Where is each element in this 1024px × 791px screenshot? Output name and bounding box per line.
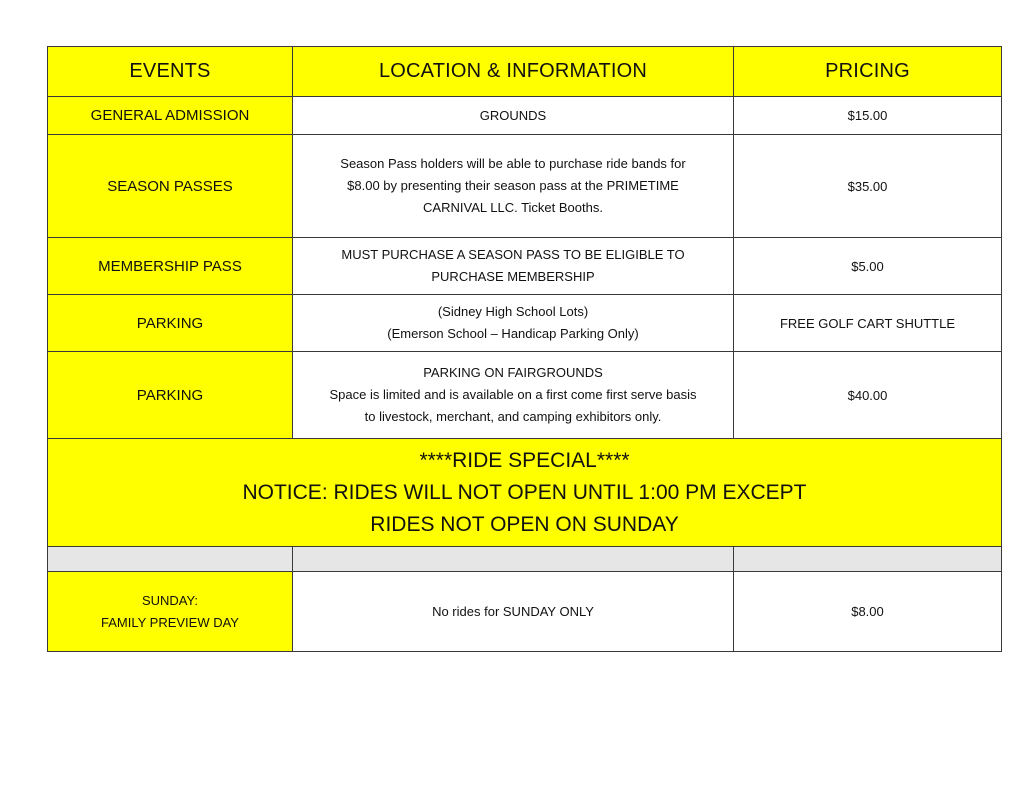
spacer-cell [734, 547, 1002, 572]
event-cell [48, 572, 293, 652]
ride-special-sunday: RIDES NOT OPEN ON SUNDAY [370, 512, 679, 536]
event-line: FAMILY PREVIEW DAY [101, 614, 239, 630]
info-line: PARKING ON FAIRGROUNDS [423, 365, 603, 380]
price-cell: $40.00 [734, 352, 1002, 439]
event-cell: SEASON PASSES [48, 135, 293, 238]
price-cell: FREE GOLF CART SHUTTLE [734, 295, 1002, 352]
info-line: PURCHASE MEMBERSHIP [431, 269, 595, 284]
ride-special-row [48, 439, 1002, 547]
info-cell [293, 238, 734, 295]
info-cell [293, 295, 734, 352]
event-cell: MEMBERSHIP PASS [48, 238, 293, 295]
info-line: MUST PURCHASE A SEASON PASS TO BE ELIGIBLE TO [341, 247, 685, 262]
spacer-cell [293, 547, 734, 572]
price-cell: $15.00 [734, 97, 1002, 135]
event-line: SUNDAY: [141, 592, 199, 608]
event-cell: GENERAL ADMISSION [48, 97, 293, 135]
ride-special-banner [48, 439, 1002, 547]
event-cell: PARKING [48, 295, 293, 352]
table-row [48, 572, 1002, 652]
info-cell [293, 135, 734, 238]
location-header: LOCATION & INFORMATION [293, 47, 734, 97]
event-cell: PARKING [48, 352, 293, 439]
info-line: $8.00 by presenting their season pass at the PRIMETIME [347, 178, 679, 193]
price-cell: $8.00 [734, 572, 1002, 652]
info-line: GROUNDS [479, 107, 547, 123]
info-line: (Emerson School – Handicap Parking Only) [387, 326, 639, 341]
ride-special-title: ****RIDE SPECIAL**** [419, 448, 630, 472]
info-cell [293, 97, 734, 135]
info-line: Season Pass holders will be able to purchase ride bands for [340, 156, 686, 171]
table-row [48, 238, 1002, 295]
spacer-row [48, 547, 1002, 572]
info-line: Space is limited and is available on a first come first serve basis [329, 387, 697, 402]
events-header: EVENTS [48, 47, 293, 97]
table-row [48, 352, 1002, 439]
table-row [48, 295, 1002, 352]
info-line: CARNIVAL LLC. Ticket Booths. [423, 200, 603, 215]
price-cell: $35.00 [734, 135, 1002, 238]
info-cell: No rides for SUNDAY ONLY [293, 572, 734, 652]
price-cell: $5.00 [734, 238, 1002, 295]
info-line: (Sidney High School Lots) [437, 304, 589, 319]
info-cell [293, 352, 734, 439]
table-row [48, 135, 1002, 238]
table-row [48, 97, 1002, 135]
info-line: to livestock, merchant, and camping exhibitors only. [364, 409, 662, 424]
spacer-cell [48, 547, 293, 572]
header-row [48, 47, 1002, 97]
pricing-header: PRICING [734, 47, 1002, 97]
ride-special-notice: NOTICE: RIDES WILL NOT OPEN UNTIL 1:00 PM EXCEPT [242, 480, 807, 504]
pricing-table [47, 46, 1002, 652]
